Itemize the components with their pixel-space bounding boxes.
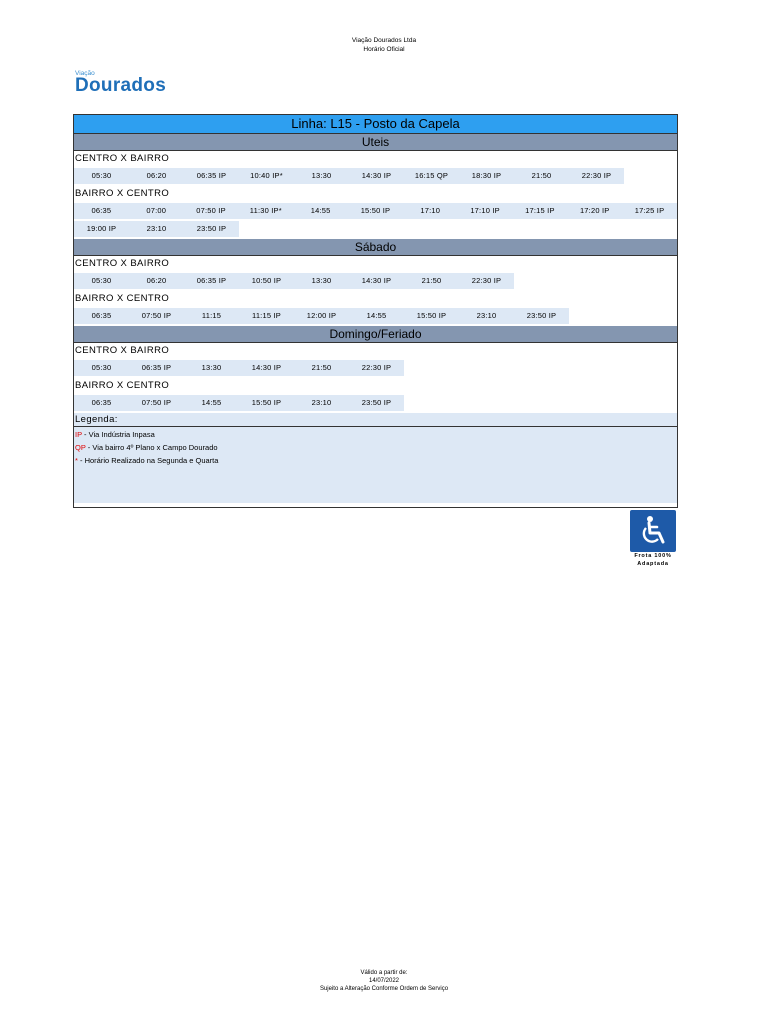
direction-label: BAIRRO X CENTRO: [75, 380, 170, 391]
departure-time: 21:50: [514, 168, 569, 184]
section-header: Domingo/Feriado: [74, 326, 677, 343]
departure-time: 14:30 IP: [349, 168, 404, 184]
departure-time: 13:30: [184, 360, 239, 376]
footer-valid-date: 14/07/2022: [368, 978, 400, 984]
departure-time: 07:50 IP: [129, 395, 184, 411]
departure-time: 19:00 IP: [74, 221, 129, 237]
departure-time: 11:30 IP*: [238, 203, 293, 219]
departure-time: 06:35: [74, 395, 129, 411]
departure-time: 17:10: [403, 203, 458, 219]
departure-time: 14:55: [184, 395, 239, 411]
footer-valid-label: Válido a partir de:: [360, 970, 408, 976]
departure-time: 13:30: [294, 273, 349, 289]
legend: [74, 427, 677, 503]
departure-time: 14:30 IP: [239, 360, 294, 376]
times-row: [74, 221, 677, 237]
departure-time: 15:50 IP: [404, 308, 459, 324]
line-title: Linha: L15 - Posto da Capela: [74, 115, 677, 134]
departure-time: 14:55: [349, 308, 404, 324]
times-row: [74, 360, 677, 376]
direction-label: CENTRO X BAIRRO: [75, 258, 170, 269]
departure-time: 21:50: [294, 360, 349, 376]
departure-time: 07:50 IP: [184, 203, 239, 219]
departure-time: 13:30: [294, 168, 349, 184]
departure-time: 07:00: [129, 203, 184, 219]
departure-time: 22:30 IP: [459, 273, 514, 289]
schedule-sections: [74, 134, 677, 411]
legend-code: IP: [75, 430, 82, 439]
document-header: [0, 36, 768, 54]
direction-label: CENTRO X BAIRRO: [75, 345, 170, 356]
legend-item: [74, 454, 677, 467]
accessibility-line1: Frota 100%: [634, 553, 672, 559]
departure-time: 15:50 IP: [239, 395, 294, 411]
departure-time: 23:50 IP: [184, 221, 239, 237]
departure-time: 12:00 IP: [294, 308, 349, 324]
legend-label: Legenda:: [74, 413, 677, 427]
departure-time: 17:20 IP: [567, 203, 622, 219]
departure-time: 11:15: [184, 308, 239, 324]
departure-time: 23:50 IP: [349, 395, 404, 411]
departure-time: 05:30: [74, 360, 129, 376]
company-logo: [75, 70, 166, 96]
departure-time: 14:55: [293, 203, 348, 219]
departure-time: 23:10: [294, 395, 349, 411]
direction-label: CENTRO X BAIRRO: [75, 153, 170, 164]
departure-time: 06:20: [129, 168, 184, 184]
departure-time: 22:30 IP: [569, 168, 624, 184]
departure-time: 10:50 IP: [239, 273, 294, 289]
departure-time: 06:35: [74, 308, 129, 324]
departure-time: 06:35 IP: [184, 273, 239, 289]
departure-time: 21:50: [404, 273, 459, 289]
legend-item: [74, 441, 677, 454]
legend-text: - Horário Realizado na Segunda e Quarta: [77, 456, 219, 465]
accessibility-line2: Adaptada: [637, 561, 669, 567]
departure-time: 22:30 IP: [349, 360, 404, 376]
legend-code: *: [75, 456, 78, 465]
legend-item: [74, 428, 677, 441]
departure-time: 23:10: [129, 221, 184, 237]
schedule-table: [73, 114, 678, 508]
departure-time: 17:15 IP: [513, 203, 568, 219]
departure-time: 06:20: [129, 273, 184, 289]
logo-main-text: Dourados: [75, 75, 167, 96]
departure-time: 15:50 IP: [348, 203, 403, 219]
departure-time: 17:25 IP: [622, 203, 677, 219]
section-header: Uteis: [74, 134, 677, 151]
footer-notice: Sujeito a Alteração Conforme Ordem de Serviço: [319, 986, 449, 992]
departure-time: 16:15 QP: [404, 168, 459, 184]
departure-time: 23:10: [459, 308, 514, 324]
document-subtitle: Horário Oficial: [363, 46, 405, 53]
accessibility-badge: [630, 510, 676, 568]
departure-time: 14:30 IP: [349, 273, 404, 289]
section-header: Sábado: [74, 239, 677, 256]
times-row: [74, 395, 677, 411]
departure-time: 07:50 IP: [129, 308, 184, 324]
departure-time: 06:35: [74, 203, 129, 219]
times-row: [74, 273, 677, 289]
departure-time: 05:30: [74, 273, 129, 289]
document-footer: [0, 969, 768, 993]
departure-time: 11:15 IP: [239, 308, 294, 324]
legend-code: QP: [75, 443, 86, 452]
departure-time: 05:30: [74, 168, 129, 184]
direction-label: BAIRRO X CENTRO: [75, 293, 170, 304]
departure-time: 23:50 IP: [514, 308, 569, 324]
departure-time: 06:35 IP: [129, 360, 184, 376]
legend-text: - Via Indústria Inpasa: [81, 430, 155, 439]
departure-time: 06:35 IP: [184, 168, 239, 184]
departure-time: 18:30 IP: [459, 168, 514, 184]
times-row: [74, 308, 677, 324]
direction-label: BAIRRO X CENTRO: [75, 188, 170, 199]
logo-small-text: Viação: [75, 70, 95, 77]
departure-time: 17:10 IP: [458, 203, 513, 219]
times-row: [74, 168, 677, 184]
legend-text: - Via bairro 4º Plano x Campo Dourado: [85, 443, 218, 452]
times-row: [74, 203, 677, 219]
wheelchair-icon: [630, 510, 676, 552]
company-name: Viação Dourados Ltda: [351, 37, 417, 44]
departure-time: 10:40 IP*: [239, 168, 294, 184]
